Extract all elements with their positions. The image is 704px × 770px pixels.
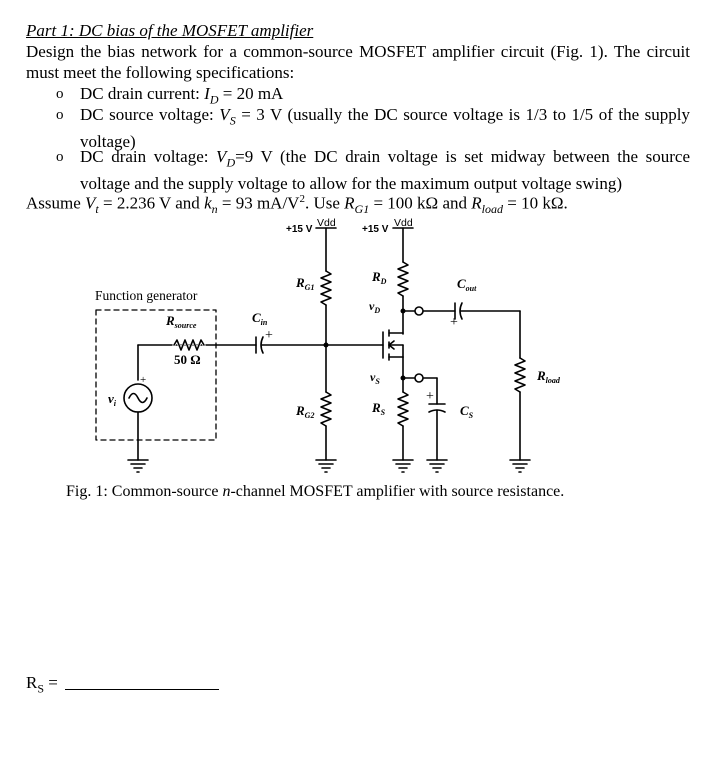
rsource-label: $R_{source}$ <box>166 313 197 330</box>
rg1-resistor <box>321 271 331 305</box>
cs-label: $C_S$ <box>460 403 474 420</box>
rg2-label: $R_{G2}$ <box>296 403 315 420</box>
vdd2-value: +15 V <box>362 224 389 235</box>
spec-drain-voltage: DC drain voltage: $V_D=9$ V (the DC drain voltage is set midway between the source voltage and the supply voltage to allow for the maximum output voltage swing) <box>80 147 690 194</box>
function-generator-box <box>96 310 216 440</box>
ground-source <box>128 460 148 472</box>
vdd1-value: +15 V <box>286 224 313 235</box>
intro-paragraph: Design the bias network for a common-source MOSFET amplifier circuit (Fig. 1). The circuit must meet the following specifications: <box>26 42 690 82</box>
ground-rload <box>510 460 530 472</box>
mosfet-transistor <box>326 330 403 360</box>
rload-resistor <box>515 358 525 392</box>
rs-answer-label: $R_S$ = <box>26 673 58 696</box>
rs-resistor <box>398 392 408 426</box>
rg2-resistor <box>321 392 331 426</box>
assumptions-line: Assume $V_t = 2.236$ V and $k_n = 93$ $mA/V^2$. Use $R_{G1} = 100$ kΩ and $R_{load} = 10$ kΩ. <box>26 193 568 217</box>
cout-plus: + <box>450 315 458 330</box>
ground-rs <box>393 460 413 472</box>
rload-label: $R_{load}$ <box>537 368 560 385</box>
cin-plus: + <box>265 328 273 343</box>
spec-drain-current: DC drain current: $I_D = 20$ mA <box>80 84 284 107</box>
vd-terminal <box>415 307 423 315</box>
spec-source-voltage: DC source voltage: $V_S = 3$ V (usually the DC source voltage is 1/3 to 1/5 of the supply voltage) <box>80 105 690 152</box>
vs-label: $v_S$ <box>370 370 380 386</box>
ground-cs <box>427 460 447 472</box>
rsource-value: 50 Ω <box>174 352 201 367</box>
rd-resistor <box>398 262 408 296</box>
bullet-icon: o <box>56 86 64 102</box>
cs-plus: + <box>426 389 434 404</box>
vi-label: $v_i$ <box>108 391 117 408</box>
vdd-supply-left <box>316 228 336 271</box>
function-generator-label: Function generator <box>95 288 198 303</box>
ground-rg2 <box>316 460 336 472</box>
section-title: Part 1: DC bias of the MOSFET amplifier <box>26 21 314 40</box>
rs-label: $R_S$ <box>372 400 386 417</box>
rg1-label: $R_{G1}$ <box>296 275 315 292</box>
bullet-icon: o <box>56 107 64 123</box>
figure-caption: Fig. 1: Common-source n-channel MOSFET amplifier with source resistance. <box>66 483 565 500</box>
rd-label: $R_D$ <box>372 269 387 286</box>
vdd2-name: Vdd <box>394 217 413 229</box>
vi-plus: + <box>140 374 147 386</box>
vd-label: $v_D$ <box>369 299 381 315</box>
vs-terminal <box>415 374 423 382</box>
rs-answer-blank[interactable] <box>65 689 219 690</box>
circuit-diagram <box>0 205 704 480</box>
bullet-icon: o <box>56 149 64 165</box>
cin-label: $C_{in}$ <box>252 310 268 327</box>
cout-label: $C_{out}$ <box>457 276 477 293</box>
vdd1-name: Vdd <box>317 217 336 229</box>
vdd-supply-right <box>393 228 413 262</box>
